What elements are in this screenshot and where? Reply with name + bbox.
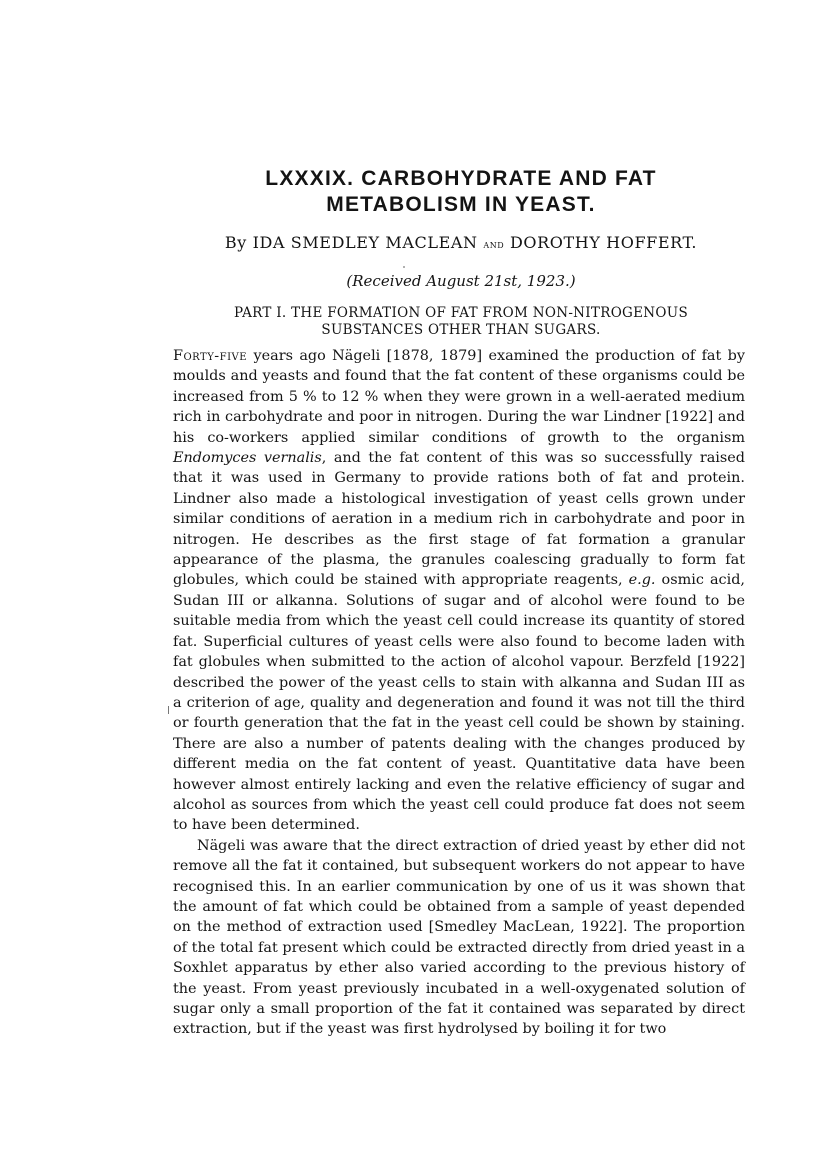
title-line-2: METABOLISM IN YEAST. xyxy=(326,193,596,216)
ink-dot xyxy=(403,266,405,268)
species-name: Endomyces vernalis xyxy=(173,450,322,467)
article-title xyxy=(176,166,746,218)
eg-abbrev: e.g. xyxy=(628,572,656,589)
title-line-1: LXXXIX. CARBOHYDRATE AND FAT xyxy=(265,167,657,190)
author-line xyxy=(176,233,746,252)
paragraph-1-seg-1: years ago Nägeli [1878, 1879] examined the production of fat by moulds and yeasts and found that the fat content of these organisms could be increased from 5 % to 12 % when they were grown in a well-aerated medium rich in carbohydrate and poor in nitrogen. During the war Lindner [1922] and his co-workers applied similar conditions of growth to the organism xyxy=(173,348,745,446)
paragraph-1 xyxy=(173,346,745,836)
author-2: DOROTHY HOFFERT. xyxy=(510,233,698,252)
part-heading-line-1: PART I. THE FORMATION OF FAT FROM NON-NITROGENOUS xyxy=(233,305,689,321)
margin-mark xyxy=(168,706,169,714)
part-heading xyxy=(176,305,746,339)
paragraph-1-seg-2: , and the fat content of this was so successfully raised that it was used in Germany to provide rations both of fat and protein. Lindner also made a histological investigation of yeast cells grown under similar conditions of aeration in a medium rich in carbohydrate and poor in nitrogen. He describes as the first stage of fat formation a granular appearance of the plasma, the granules coalescing gradually to form fat globules, which could be stained with appropriate reagents, xyxy=(173,450,745,589)
and-word: and xyxy=(483,237,505,251)
author-1: IDA SMEDLEY MACLEAN xyxy=(252,233,478,252)
received-date: (Received August 21st, 1923.) xyxy=(346,272,576,290)
part-heading-line-2: SUBSTANCES OTHER THAN SUGARS. xyxy=(321,322,601,338)
paragraph-2: Nägeli was aware that the direct extraction of dried yeast by ether did not remove all the fat it contained, but subsequent workers do not appear to have recognised this. In an earlier communication by one of us it was shown that the amount of fat which could be obtained from a sample of yeast depended on the method of extraction used [Smedley MacLean, 1922]. The proportion of the total fat present which could be extracted directly from dried yeast in a Soxhlet apparatus by ether also varied according to the previous history of the yeast. From yeast previously incubated in a well-oxygenated solution of sugar only a small proportion of the fat it contained was separated by direct extraction, but if the yeast was first hydrolysed by boiling it for two xyxy=(173,837,745,1038)
lead-words: Forty-five xyxy=(173,348,248,364)
body-text xyxy=(173,346,745,1040)
by-word: By xyxy=(224,233,247,252)
paragraph-1-seg-3: osmic acid, Sudan III or alkanna. Solutions of sugar and of alcohol were found to be suitable media from which the yeast cell could increase its quantity of stored fat. Superficial cultures of yeast cells were also found to become laden with fat globules when submitted to the action of alcohol vapour. Berzfeld [1922] described the power of the yeast cells to stain with alkanna and Sudan III as a criterion of age, quality and degeneration and found it was not till the third or fourth generation that the fat in the yeast cell could be shown by staining. There are also a number of patents dealing with the changes produced by different media on the fat content of yeast. Quantitative data have been however almost entirely lacking and even the relative efficiency of sugar and alcohol as sources from which the yeast cell could produce fat does not seem to have been determined. xyxy=(173,572,745,834)
